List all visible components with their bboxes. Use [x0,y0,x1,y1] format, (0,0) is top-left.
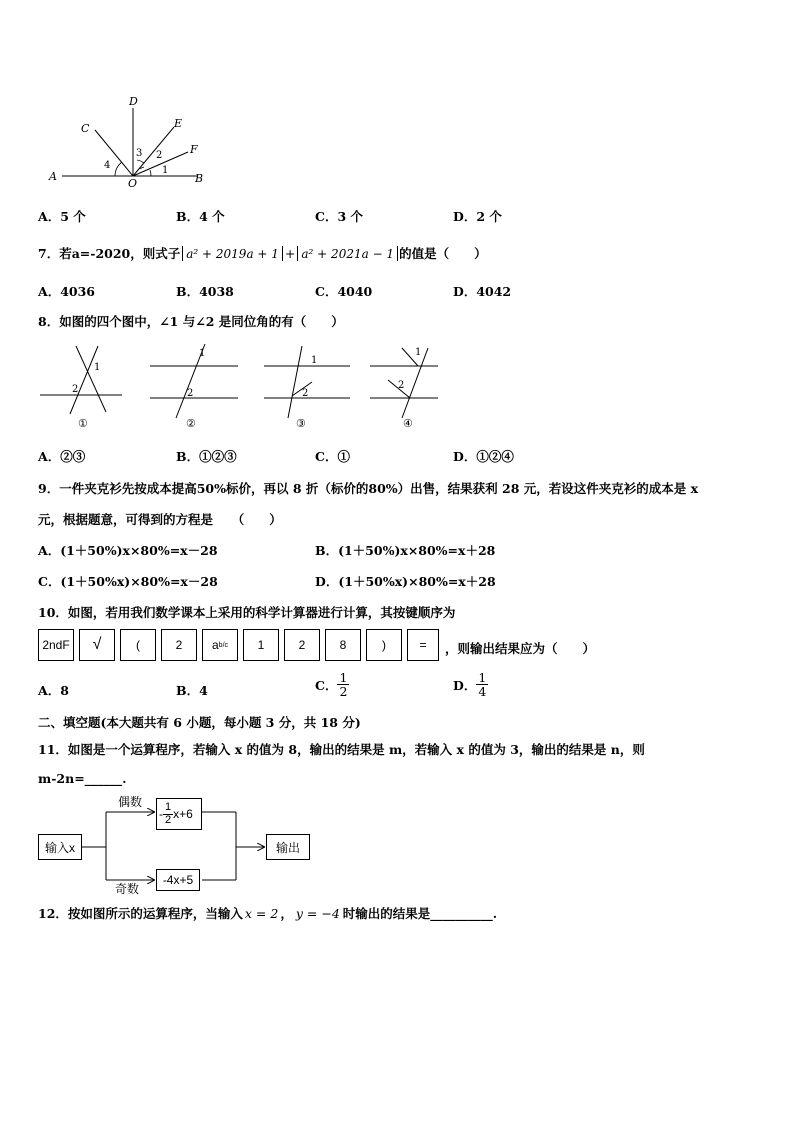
q8-option-c: C．① [315,449,350,464]
label-E: E [174,117,183,130]
q6-option-b: B．4 个 [176,209,225,224]
q6-option-c: C．3 个 [315,209,363,224]
key-2b: 2 [284,629,320,661]
fig1-angle-1: 1 [94,362,101,373]
q8-figures [30,338,450,434]
fig4-caption: ④ [403,417,413,430]
q8-figure-4 [370,347,438,430]
label-D: D [129,95,138,108]
fig3-angle-1: 1 [311,355,318,366]
q6-option-a: A．5 个 [38,209,86,224]
q7-option-a: A．4036 [38,284,95,299]
q10-option-d-label: D． [453,677,477,693]
fig2-angle-2: 2 [187,388,194,399]
q9-option-b: B．(1＋50%)x×80%=x＋28 [315,543,496,558]
key-left-paren: ( [120,629,156,661]
q9-option-a: A．(1＋50%)x×80%=x－28 [38,543,218,558]
label-B: B [195,172,204,185]
q7-option-c: C．4040 [315,284,373,299]
q8-option-d: D．①②④ [453,449,514,464]
q10-suffix: ，则输出结果应为（ ） [445,641,596,656]
key-right-paren: ) [366,629,402,661]
angle-label-1: 1 [162,165,169,176]
flow-even-tail: x+6 [173,807,193,821]
fraction-denominator: 4 [478,684,487,700]
fig3-angle-2: 2 [302,388,309,399]
q8-figure-2 [150,344,238,430]
q10-option-d [453,671,488,698]
label-O: O [128,177,138,190]
fraction-denominator: 2 [339,684,348,700]
label-F: F [190,143,198,156]
fig4-angle-1: 1 [415,347,422,358]
fraction-one-quarter [476,671,488,698]
flow-input-box: 输入x [38,834,82,860]
flow-even-box [156,798,202,830]
key-2ndf: 2ndF [38,629,74,661]
q12-y-value: y = −4 [295,905,340,921]
fraction-numerator: 1 [478,670,487,685]
abs-value-1 [182,246,283,261]
abs-value-2 [297,246,398,261]
label-A: A [49,170,57,183]
q12-prefix: 12．按如图所示的运算程序，当输入 [38,906,243,921]
q10-option-c [315,671,349,698]
q11-stem-line-2: m-2n=______. [38,771,127,786]
flow-odd-box: -4x+5 [156,869,200,891]
fig3-caption: ③ [296,417,306,430]
key-sqrt: √ [79,629,115,661]
angle-figure-q6 [40,90,220,190]
fig1-angle-2: 2 [72,384,79,395]
q9-stem-line-1: 9．一件夹克衫先按成本提高50%标价，再以 8 折（标价的80%）出售，结果获利 28 元，若设这件夹克衫的成本是 x [38,481,699,496]
fig1-caption: ① [78,417,88,430]
label-C: C [81,122,90,135]
key-8: 8 [325,629,361,661]
fraction-one-half [337,671,349,698]
q7-prefix: 7．若a=-2020，则式子 [38,246,181,261]
fig2-angle-1: 1 [199,348,206,359]
q7-option-b: B．4038 [176,284,234,299]
q7-option-d: D．4042 [453,284,512,299]
q8-figure-3 [264,346,350,430]
flow-even-sign: - [159,807,163,821]
q10-option-c-label: C． [315,677,338,693]
q9-option-c: C．(1＋50%x)×80%=x－28 [38,574,218,589]
angle-label-4: 4 [104,160,111,171]
key-abc-bc: b/c [218,641,229,649]
q7-suffix: 的值是（ ） [399,246,487,261]
angle-label-2: 2 [156,150,163,161]
key-abc-a: a [211,638,219,652]
q8-option-b: B．①②③ [176,449,237,464]
q9-option-d: D．(1＋50%x)×80%=x＋28 [315,574,496,589]
flow-output-box: 输出 [266,834,310,860]
q10-option-b: B．4 [176,683,208,698]
fraction-numerator: 1 [339,670,348,685]
fig2-caption: ② [186,417,196,430]
fig4-angle-2: 2 [398,380,405,391]
q8-figure-1 [40,346,122,430]
fraction-numerator: 1 [165,800,172,813]
fraction-denominator: 2 [165,813,172,826]
key-1: 1 [243,629,279,661]
key-equals: = [407,629,439,661]
angle-label-3: 3 [136,148,143,159]
q10-stem: 10．如图，若用我们数学课本上采用的科学计算器进行计算，其按键顺序为 [38,605,456,620]
q7-expression-2: a² + 2021a − 1 [301,246,395,261]
q7-plus: + [284,245,296,261]
section-heading-fill-in: 二、填空题(本大题共有 6 小题，每小题 3 分，共 18 分) [38,715,361,730]
q8-stem: 8．如图的四个图中，∠1 与∠2 是同位角的有（ ） [38,314,344,329]
q12-separator: ， [280,906,293,921]
q6-option-d: D．2 个 [453,209,502,224]
q9-stem-line-2: 元，根据题意，可得到的方程是 （ ） [38,512,282,527]
q12-stem [38,904,497,922]
q12-x-value: x = 2 [244,905,279,921]
q7-expression-1: a² + 2019a + 1 [186,246,279,261]
flow-odd-label: 奇数 [115,882,140,896]
q12-suffix: 时输出的结果是__________. [342,906,498,921]
flow-even-label: 偶数 [118,795,143,809]
q7-stem [38,241,487,265]
key-abc [202,629,238,661]
q10-option-a: A．8 [38,683,69,698]
q8-option-a: A．②③ [38,449,86,464]
q11-stem-line-1: 11．如图是一个运算程序，若输入 x 的值为 8，输出的结果是 m，若输入 x 的值为 3，输出的结果是 n，则 [38,742,645,757]
key-2: 2 [161,629,197,661]
flow-even-fraction [163,802,173,826]
